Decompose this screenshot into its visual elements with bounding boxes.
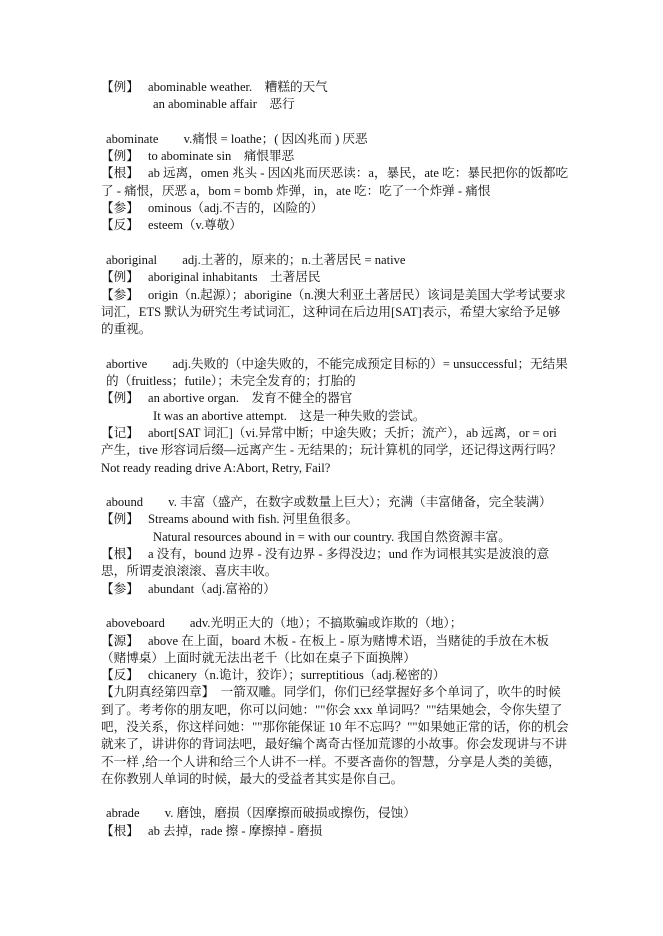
- root-text: a 没有，bound 边界 - 没有边界 - 多得没边；und 作为词根其实是波浪的意思，所谓麦浪滚滚、喜庆丰收。: [101, 547, 550, 579]
- tag-label: 【反】: [101, 218, 139, 233]
- root-text: ab 远离，omen 兆头 - 因凶兆而厌恶读：a，暴民，ate 吃：暴民把你的饭都吃了 - 痛恨，厌恶 a，bom = bomb 炸弹，in，ate 吃：吃了一个炸弹 - 痛恨: [101, 166, 569, 198]
- example-line: [101, 511, 571, 528]
- related-text: origin（n.起源）；aborigine（n.澳大利亚土著居民）该词是美国大学考试要求词汇，ETS 默认为研究生考试词汇，这种词在后边用[SAT]表示，希望大家给予足够的重视。: [101, 287, 566, 337]
- example-line: [101, 390, 571, 407]
- example-text: to abominate sin 痛恨罪恶: [148, 149, 295, 164]
- related-text: ominous（adj.不吉的，凶险的）: [148, 201, 324, 216]
- example-text: abominable weather. 糟糕的天气: [148, 80, 328, 94]
- memo-paragraph: [101, 425, 571, 477]
- tag-label: 【例】: [101, 391, 139, 406]
- tag-label: 【例】: [101, 270, 139, 285]
- entry-headword: aboriginal adj.土著的，原来的；n.土著居民 = native: [106, 252, 406, 267]
- tag-label: 【根】: [101, 547, 139, 562]
- entry-headword: aboveboard adv.光明正大的（地）；不搞欺骗或诈欺的（地）；: [106, 616, 463, 631]
- tag-label: 【参】: [101, 201, 139, 216]
- entry-headword: abound v. 丰富（盛产，在数字或数量上巨大）；充满（丰富储备，完全装满）: [106, 495, 552, 510]
- source-text: above 在上面，board 木板 - 在板上 - 原为赌博术语，当赌徒的手放在木板（赌博桌）上面时就无法出老千（比如在桌子下面换牌）: [101, 633, 549, 665]
- memo-text: abort[SAT 词汇]（vi.异常中断；中途失败；夭折；流产），ab 远离，or = ori 产生，tive 形容词后缀—远离产生 - 无结果的；玩计算机的同学，还记得这两行吗？Not ready reading drive A:Abort, Retry, Fail?: [101, 425, 562, 475]
- example-line: [101, 529, 571, 546]
- entry-headword: abominate v.痛恨 = loathe；( 因凶兆而 ) 厌恶: [106, 131, 368, 146]
- root-paragraph: [101, 546, 571, 581]
- example-line: [101, 408, 571, 425]
- example-text: aboriginal inhabitants 土著居民: [148, 270, 321, 285]
- tag-label: 【源】: [101, 633, 139, 648]
- tag-label: 【记】: [101, 425, 139, 440]
- example-line: [101, 79, 571, 96]
- entry-headword: abrade v. 磨蚀，磨损（因摩擦而破损或擦伤，侵蚀）: [106, 806, 416, 821]
- antonym-text: chicanery（n.诡计，狡诈）；surreptitious（adj.秘密的）: [148, 668, 446, 683]
- tag-label: 【例】: [101, 149, 139, 164]
- example-line: [101, 148, 571, 165]
- related-line: [101, 581, 571, 598]
- example-line: [101, 96, 571, 113]
- source-paragraph: [101, 633, 571, 668]
- related-text: abundant（adj.富裕的）: [148, 581, 276, 596]
- tag-label: 【参】: [101, 287, 139, 302]
- example-text: Natural resources abound in = with our country. 我国自然资源丰富。: [153, 529, 511, 544]
- related-paragraph: [101, 287, 571, 339]
- tag-label: 【参】: [101, 581, 139, 596]
- antonym-text: esteem（v.尊敬）: [148, 218, 242, 233]
- root-line: [101, 823, 571, 840]
- root-paragraph: [101, 165, 571, 200]
- antonym-line: [101, 667, 571, 684]
- chapter-note-title: 【九阴真经第四章】: [101, 685, 209, 700]
- chapter-note-text: 一箭双雕。同学们，你们已经掌握好多个单词了，吹牛的时候到了。考考你的朋友吧，你可以问她：""你会 xxx 单词吗？""结果她会，令你失望了吧，没关系，你这样问她：""那你能保证 10 年不忘吗？""如果她正常的话，你的机会就来了，讲讲你的背词法吧，最好编个离奇古怪加荒谬的小故事。你会发现讲与不讲不一样 ,给一个人讲和给三个人讲不一样。不要吝啬你的智慧，分享是人类的美德，在你教别人单词的时候，最大的受益者其实是你自己。: [101, 685, 569, 786]
- example-text: Streams abound with fish. 河里鱼很多。: [148, 512, 359, 527]
- example-text: It was an abortive attempt. 这是一种失败的尝试。: [153, 408, 426, 423]
- tag-label: 【根】: [101, 823, 139, 838]
- example-line: [101, 269, 571, 286]
- document-page: [101, 79, 571, 840]
- chapter-note-paragraph: [101, 684, 571, 788]
- example-text: an abominable affair 恶行: [153, 97, 295, 112]
- entry-headword: abortive adj.失败的（中途失败的，不能完成预定目标的）= unsuccessful；无结果的（fruitless；futile）；未完全发育的；打胎的: [106, 356, 568, 389]
- root-text: ab 去掉，rade 擦 - 摩擦掉 - 磨损: [148, 823, 323, 838]
- tag-label: 【反】: [101, 668, 139, 683]
- tag-label: 【根】: [101, 166, 139, 181]
- example-text: an abortive organ. 发育不健全的器官: [148, 391, 353, 406]
- tag-label: 【例】: [101, 512, 139, 527]
- tag-label: 【例】: [101, 80, 139, 94]
- related-line: [101, 200, 571, 217]
- antonym-line: [101, 217, 571, 234]
